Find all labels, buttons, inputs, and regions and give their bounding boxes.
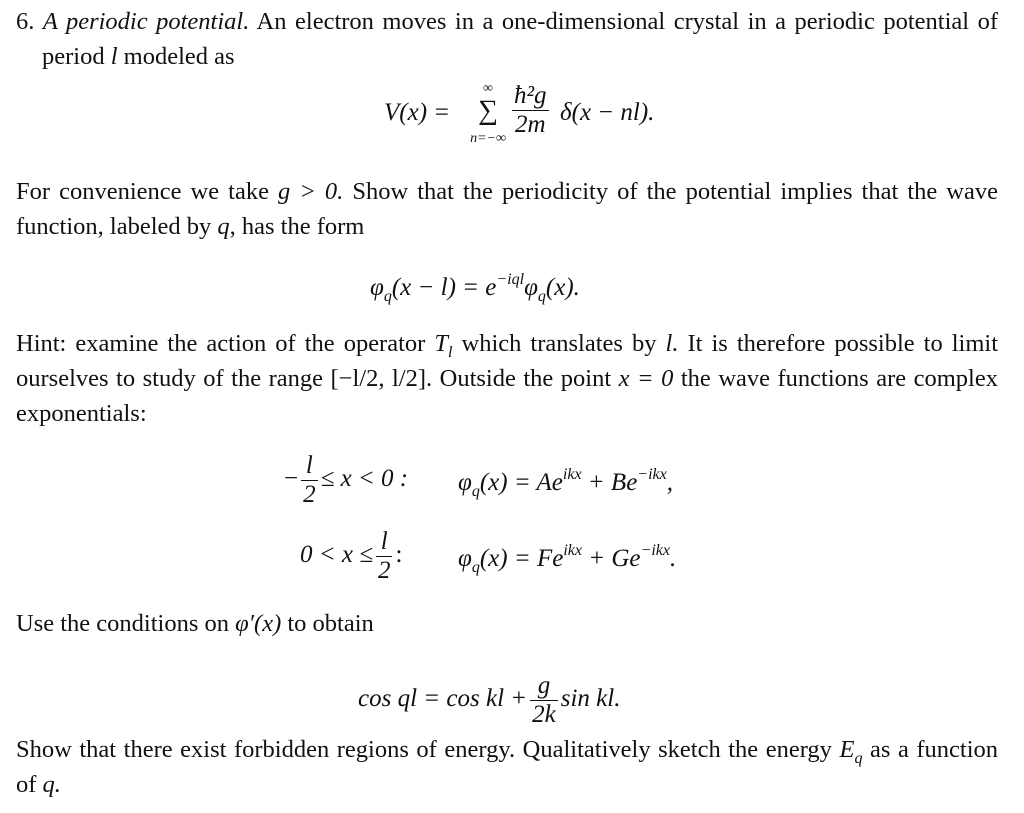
- paragraph-forbidden-regions: Show that there exist forbidden regions of energy. Qualitatively sketch the energy $E_q$ as a function of q.: [16, 736, 999, 798]
- problem-statement: 6. A periodic potential. An electron moves in a one-dimensional crystal in a periodic potential of period l modeled as: [16, 8, 999, 70]
- equation-bloch: $\varphi_q(x - l) = e^{-iql}\varphi_q(x)$.: [370, 271, 580, 305]
- delta-function: δ(x − nl).: [560, 99, 655, 126]
- summation-operator: ∞ ∑ n=−∞: [470, 81, 506, 146]
- paragraph-periodicity: For convenience we take g > 0. Show that the periodicity of the potential implies that the wave function, labeled by q, has the form: [16, 178, 998, 240]
- paragraph-conditions: Use the conditions on φ′(x) to obtain: [16, 610, 374, 637]
- equation-dispersion: cos ql = cos kl + $\frac{g}{2k}$ sin kl.: [358, 672, 621, 728]
- problem-number: 6.: [16, 8, 35, 35]
- paragraph-hint: Hint: examine the action of the operator $T_l$ which translates by l. It is therefore possible to limit ourselves to study of the range [−l/2, l/2]. Outside the point x = 0 the wave functions are complex exponentials:: [16, 330, 999, 427]
- equation-potential: V(x) =: [384, 99, 451, 126]
- wavefunction-right: $\varphi_q(x) = Fe^{ikx} + Ge^{-ikx}$.: [458, 542, 677, 576]
- equation-left-region: − $\frac{l}{2}$ ≤ x < 0 :: [284, 452, 409, 508]
- wavefunction-left: $\varphi_q(x) = Ae^{ikx} + Be^{-ikx}$,: [458, 466, 673, 500]
- problem-title: A periodic potential.: [42, 8, 250, 35]
- potential-fraction: $\frac{\text{ħ²g}}{2m}$: [514, 82, 547, 138]
- equation-right-region: 0 < x ≤ $\frac{l}{2}$ :: [300, 528, 403, 584]
